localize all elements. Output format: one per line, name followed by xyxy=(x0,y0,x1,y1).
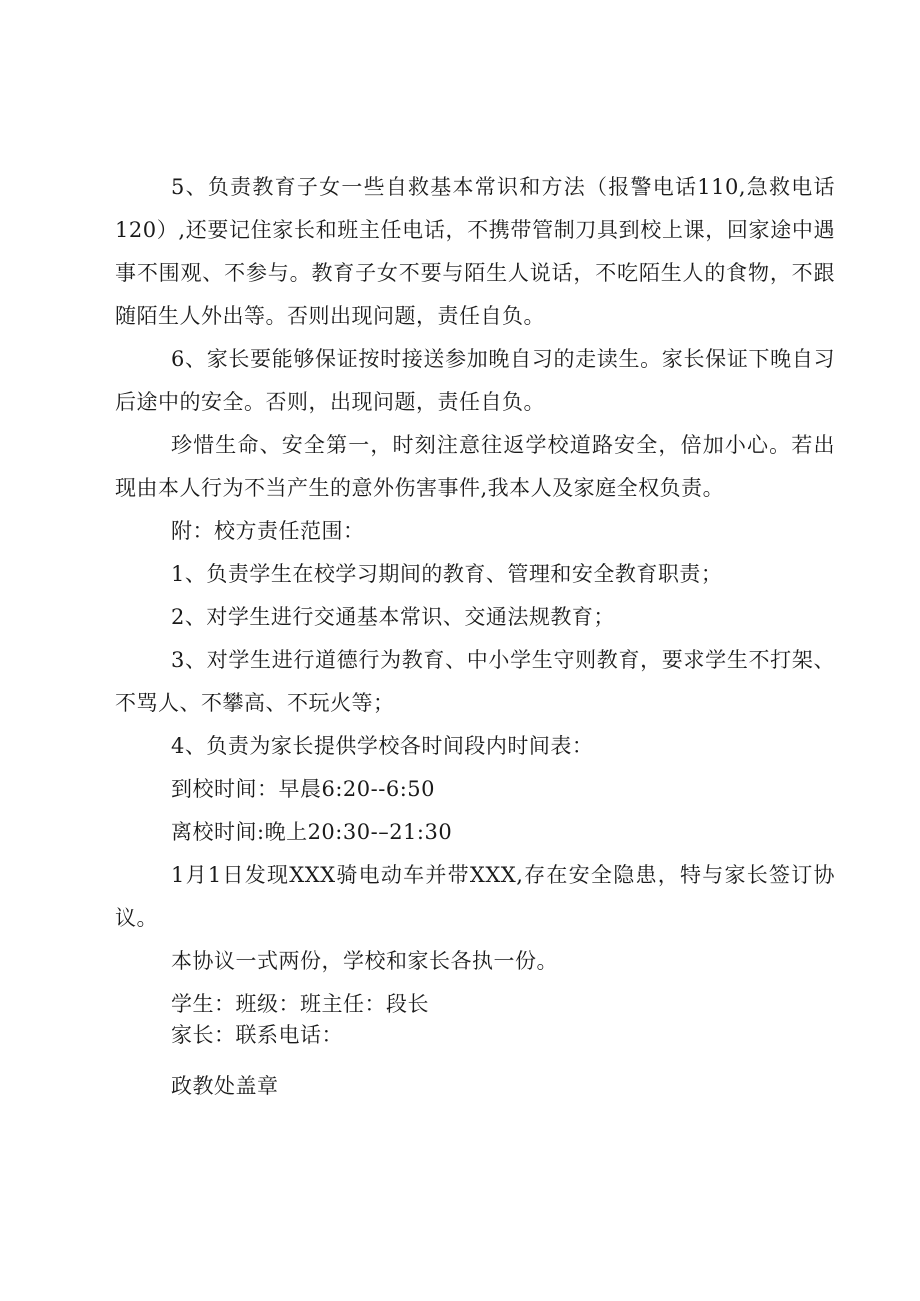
school-duty-1: 1、负责学生在校学习期间的教育、管理和安全教育职责； xyxy=(171,562,723,586)
parent-signature-line: 家长：联系电话： xyxy=(171,1023,343,1047)
office-seal-line: 政教处盖章 xyxy=(171,1074,279,1098)
appendix-heading: 附：校方责任范围： xyxy=(171,519,365,543)
incident-note: 1月1日发现XXX骑电动车并带XXX,存在安全隐患，特与家长签订协议。 xyxy=(115,863,835,930)
paragraph-item-6: 6、家长要能够保证按时接送参加晚自习的走读生。家长保证下晚自习后途中的安全。否则，出现问题，责任自负。 xyxy=(115,347,835,414)
copies-note: 本协议一式两份，学校和家长各执一份。 xyxy=(171,949,558,973)
paragraph-item-5: 5、负责教育子女一些自救基本常识和方法（报警电话110,急救电话120）,还要记住家长和班主任电话，不携带管制刀具到校上课，回家途中遇事不围观、不参与。教育子女不要与陌生人说话，不吃陌生人的食物，不跟随陌生人外出等。否则出现问题，责任自负。 xyxy=(115,175,835,328)
school-duty-3: 3、对学生进行道德行为教育、中小学生守则教育，要求学生不打架、不骂人、不攀高、不玩火等； xyxy=(115,648,835,715)
arrival-time: 到校时间：早晨6:20--6:50 xyxy=(171,777,436,801)
student-signature-line: 学生：班级：班主任：段长 xyxy=(171,992,429,1016)
school-duty-2: 2、对学生进行交通基本常识、交通法规教育； xyxy=(171,605,615,629)
school-duty-4: 4、负责为家长提供学校各时间段内时间表： xyxy=(171,734,594,758)
document-page xyxy=(115,166,835,1108)
paragraph-cherish-life: 珍惜生命、安全第一，时刻注意往返学校道路安全，倍加小心。若出现由本人行为不当产生的意外伤害事件,我本人及家庭全权负责。 xyxy=(115,433,835,500)
departure-time: 离校时间:晚上20:30-–21:30 xyxy=(171,820,453,844)
